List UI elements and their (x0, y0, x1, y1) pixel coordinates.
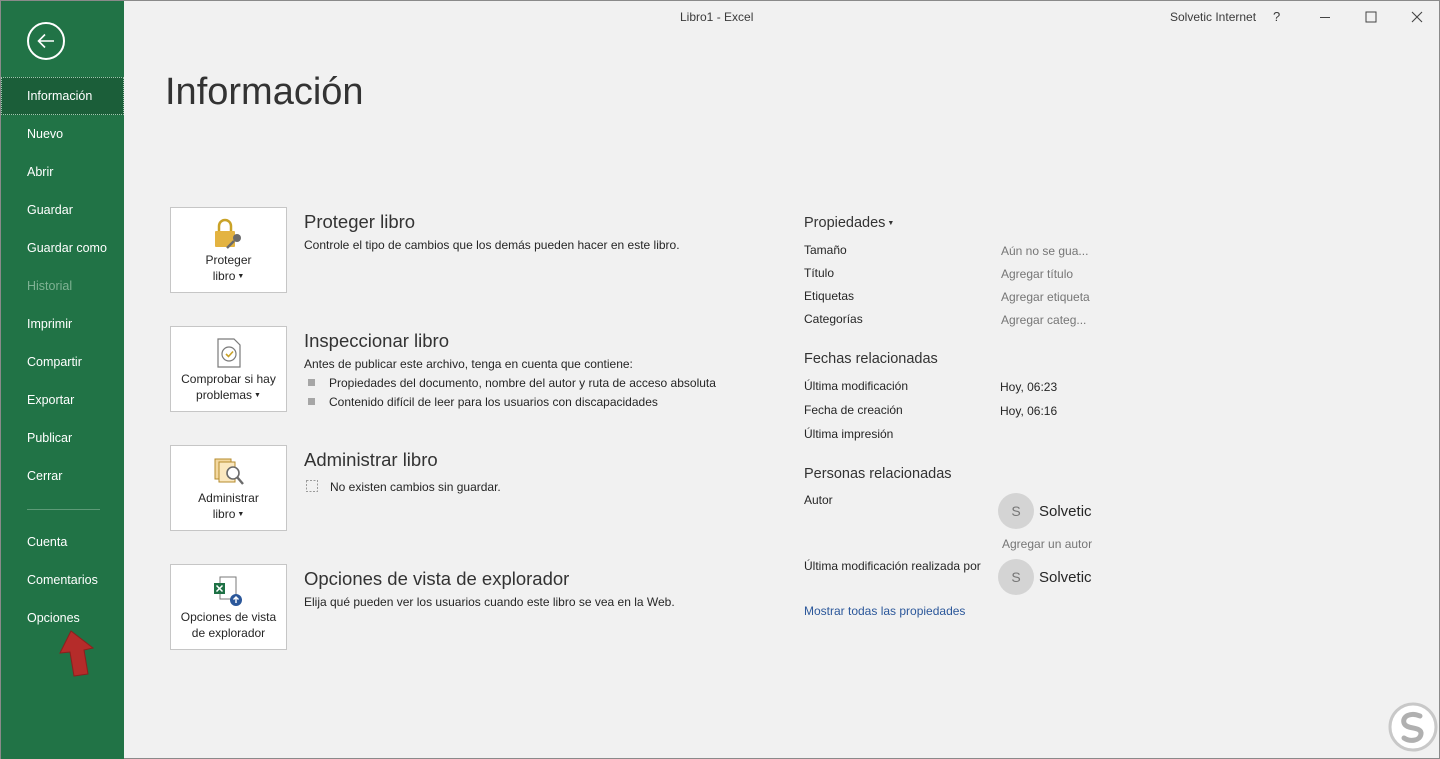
title-bar (124, 1, 1439, 33)
nav-item-guardar-como[interactable]: Guardar como (27, 241, 107, 255)
author-label: Autor (804, 493, 833, 507)
inspect-document-icon (212, 337, 246, 369)
solvetic-logo (1387, 701, 1439, 757)
show-all-properties-link[interactable]: Mostrar todas las propiedades (804, 604, 966, 618)
author-name[interactable]: Solvetic (1039, 503, 1092, 520)
protect-workbook-label: Proteger libro ▼ (205, 253, 252, 283)
page-title: Información (165, 71, 364, 113)
inspect-bullet-accessibility: Contenido difícil de leer para los usuarios con discapacidades (329, 395, 658, 409)
prop-tags-field[interactable]: Agregar etiqueta (1001, 290, 1090, 304)
protect-workbook-description: Controle el tipo de cambios que los demás pueden hacer en este libro. (304, 238, 680, 252)
prop-size-label: Tamaño (804, 243, 847, 257)
maximize-icon (1365, 11, 1377, 23)
browser-view-icon (212, 575, 246, 607)
help-button[interactable]: ? (1273, 9, 1281, 24)
last-printed-label: Última impresión (804, 427, 894, 441)
backstage-nav (1, 77, 124, 637)
created-label: Fecha de creación (804, 403, 903, 417)
properties-heading[interactable]: Propiedades ▼ (804, 215, 895, 231)
protect-workbook-button[interactable] (170, 207, 287, 293)
close-button[interactable] (1394, 1, 1440, 33)
inspect-workbook-title: Inspeccionar libro (304, 330, 449, 351)
nav-item-exportar[interactable]: Exportar (27, 393, 75, 407)
minimize-button[interactable] (1302, 1, 1348, 33)
inspect-bullet-properties: Propiedades del documento, nombre del autor y ruta de acceso absoluta (329, 376, 716, 390)
nav-item-imprimir[interactable]: Imprimir (27, 317, 73, 331)
browser-view-options-description: Elija qué pueden ver los usuarios cuando este libro se vea en la Web. (304, 595, 675, 609)
nav-item-compartir[interactable]: Compartir (27, 355, 82, 369)
avatar: S (998, 559, 1034, 595)
last-modified-by-label: Última modificación realizada por (804, 559, 981, 573)
check-issues-button[interactable] (170, 326, 287, 412)
signed-in-user[interactable]: Solvetic Internet (1170, 10, 1257, 24)
check-issues-label: Comprobar si hay problemas ▼ (181, 372, 276, 402)
bullet-marker (308, 379, 315, 386)
nav-item-opciones[interactable]: Opciones (27, 611, 80, 625)
nav-item-cuenta[interactable]: Cuenta (27, 535, 68, 549)
inspect-workbook-description: Antes de publicar este archivo, tenga en cuenta que contiene: (304, 357, 633, 371)
manage-workbook-icon (212, 456, 246, 488)
red-arrow-icon (59, 629, 95, 679)
browser-view-options-title: Opciones de vista de explorador (304, 568, 570, 589)
browser-view-options-label: Opciones de vista de explorador (180, 610, 277, 640)
related-dates-heading: Fechas relacionadas (804, 351, 938, 367)
manage-workbook-description: No existen cambios sin guardar. (330, 480, 501, 494)
last-modified-by-name[interactable]: Solvetic (1039, 569, 1092, 586)
manage-workbook-button[interactable] (170, 445, 287, 531)
manage-workbook-label: Administrar libro ▼ (198, 491, 259, 521)
close-icon (1411, 11, 1423, 23)
last-modified-value: Hoy, 06:23 (1000, 380, 1058, 394)
nav-item-comentarios[interactable]: Comentarios (27, 573, 98, 587)
nav-divider (27, 509, 100, 510)
add-author-field[interactable]: Agregar un autor (1002, 537, 1093, 551)
prop-categories-field[interactable]: Agregar categ... (1001, 313, 1087, 327)
prop-categories-label: Categorías (804, 312, 863, 326)
window-title: Libro1 - Excel (680, 10, 754, 24)
backstage-sidebar (1, 1, 124, 759)
protect-workbook-title: Proteger libro (304, 211, 416, 232)
back-button[interactable] (27, 22, 65, 60)
minimize-icon (1319, 11, 1331, 23)
lock-key-icon (212, 218, 246, 250)
nav-item-publicar[interactable]: Publicar (27, 431, 73, 445)
prop-size-value: Aún no se gua... (1001, 244, 1089, 258)
bullet-marker (308, 398, 315, 405)
created-value: Hoy, 06:16 (1000, 404, 1058, 418)
manage-workbook-title: Administrar libro (304, 449, 438, 470)
last-modified-label: Última modificación (804, 379, 909, 393)
browser-view-options-button[interactable] (170, 564, 287, 650)
prop-title-field[interactable]: Agregar título (1001, 267, 1074, 281)
nav-item-informacion[interactable]: Información (1, 77, 124, 115)
nav-item-cerrar[interactable]: Cerrar (27, 469, 63, 483)
maximize-button[interactable] (1348, 1, 1394, 33)
chevron-down-icon: ▼ (887, 220, 895, 227)
related-people-heading: Personas relacionadas (804, 466, 952, 482)
nav-item-historial: Historial (27, 279, 73, 293)
prop-tags-label: Etiquetas (804, 289, 855, 303)
nav-item-abrir[interactable]: Abrir (27, 165, 54, 179)
back-arrow-icon (36, 31, 56, 51)
no-changes-icon (305, 479, 319, 493)
nav-item-nuevo[interactable]: Nuevo (27, 127, 64, 141)
prop-title-label: Título (804, 266, 835, 280)
avatar: S (998, 493, 1034, 529)
nav-item-guardar[interactable]: Guardar (27, 203, 73, 217)
